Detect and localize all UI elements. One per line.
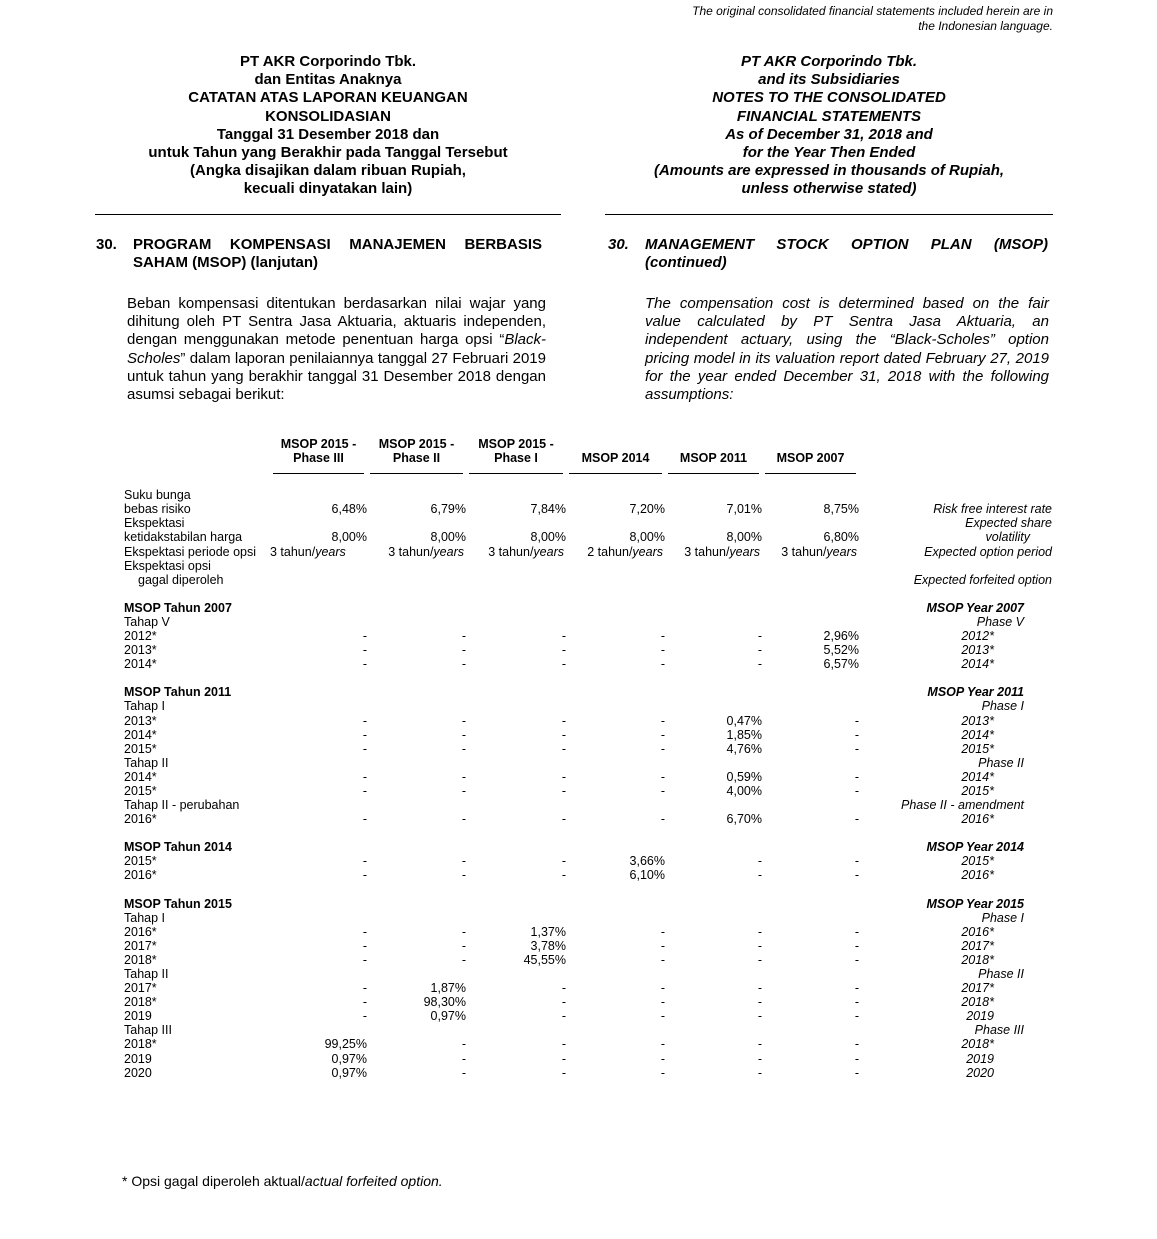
table-row: bebas risiko 6,48% 6,79% 7,84% 7,20% 7,01% 8,75% Risk free interest rate [124, 502, 1052, 517]
paragraph-indonesian [127, 295, 546, 404]
section-title-text: PROGRAM KOMPENSASI MANAJEMEN BERBASIS SAHAM (MSOP) (lanjutan) [133, 236, 542, 271]
header-line: (Amounts are expressed in thousands of Rupiah, [653, 162, 1005, 180]
table-row: Ekspektasi opsi [124, 558, 211, 573]
translation-note-line: the Indonesian language. [918, 19, 1053, 33]
column-header: MSOP 2007 [762, 437, 859, 474]
table-row: 2014* - - - - 0,59% - 2014* [124, 769, 994, 784]
table-row: 2015* - - - - 4,76% - 2015* [124, 741, 994, 756]
para-text: Beban kompensasi ditentukan berdasarkan nilai wajar yang dihitung oleh PT Sentra Jasa Aktuaria, aktuaris independen, dengan menggunakan metode penentuan harga opsi “ [127, 295, 546, 349]
column-header: MSOP 2015 - Phase III [270, 437, 367, 474]
table-row: 2017* - 1,87% - - - - 2017* [124, 981, 994, 996]
header-line: and its Subsidiaries [758, 71, 900, 89]
table-header-row [124, 437, 1052, 474]
table-row: Tahap II Phase II [124, 755, 1024, 770]
section-number: 30. [608, 236, 629, 253]
header-line: FINANCIAL STATEMENTS [736, 107, 922, 125]
table-row: Tahap II - perubahan Phase II - amendment [124, 798, 1024, 813]
header-line: Tanggal 31 Desember 2018 dan [216, 125, 440, 143]
section-title-text: MANAGEMENT STOCK OPTION PLAN (MSOP) (continued) [645, 236, 1048, 271]
column-header: MSOP 2011 [665, 437, 762, 474]
table-row: 2014* - - - - 1,85% - 2014* [124, 727, 994, 742]
table-row: 2016* - - - - 6,70% - 2016* [124, 812, 994, 827]
table-row: Tahap III Phase III [124, 1023, 1024, 1038]
header-line: As of December 31, 2018 and [725, 125, 933, 143]
header-line: NOTES TO THE CONSOLIDATED [712, 89, 946, 107]
table-row: 2018* - - 45,55% - - - 2018* [124, 952, 994, 967]
table-row: ketidakstabilan harga 8,00% 8,00% 8,00% 8,00% 8,00% 6,80% volatility [124, 530, 1030, 545]
header-english [606, 53, 1052, 199]
table-row: Tahap I Phase I [124, 699, 1024, 714]
footnote: * Opsi gagal diperoleh aktual/actual forfeited option. [122, 1173, 443, 1189]
translation-note [533, 4, 1053, 34]
table-row: Suku bunga [124, 488, 191, 503]
header-line: unless otherwise stated) [741, 180, 917, 198]
table-row: MSOP Tahun 2011 MSOP Year 2011 [124, 685, 1024, 700]
table-row: 2017* - - 3,78% - - - 2017* [124, 938, 994, 953]
header-line: (Angka disajikan dalam ribuan Rupiah, [190, 162, 466, 180]
table-row: Tahap V Phase V [124, 614, 1024, 629]
divider [605, 214, 1053, 215]
para-text: ” dalam laporan penilaiannya tanggal 27 Februari 2019 untuk tahun yang berakhir tanggal 31 Desember 2018 dengan asumsi sebagai berikut: [127, 349, 546, 404]
header-line: dan Entitas Anaknya [254, 71, 402, 89]
table-row: 2016* - - 1,37% - - - 2016* [124, 924, 994, 939]
table-row: MSOP Tahun 2007 MSOP Year 2007 [124, 600, 1024, 615]
header-line: PT AKR Corporindo Tbk. [239, 53, 417, 70]
section-number: 30. [96, 236, 117, 253]
column-header: MSOP 2015 - Phase II [367, 437, 466, 474]
table-row: 2019 - 0,97% - - - - 2019 [124, 1009, 994, 1024]
header-indonesian [96, 53, 560, 199]
header-line: PT AKR Corporindo Tbk. [740, 53, 918, 70]
paragraph-english: The compensation cost is determined based on the fair value calculated by PT Sentra Jasa Aktuaria, an independent actuary, using the “Black-Scholes” option pricing model in its valuation report dated February 27, 2019 for the year ended December 31, 2018 with the following assumptions: [645, 295, 1049, 404]
table-row: 2013* - - - - - 5,52% 2013* [124, 643, 994, 658]
header-line: kecuali dinyatakan lain) [243, 180, 413, 198]
para-italic: Black-Scholes [127, 331, 546, 367]
section-title-english [608, 236, 1048, 272]
table-row: Ekspektasi Expected share [124, 516, 1052, 531]
table-row: 2015* - - - - 4,00% - 2015* [124, 783, 994, 798]
section-title-indonesian [96, 236, 542, 272]
table-row: 2012* - - - - - 2,96% 2012* [124, 629, 994, 644]
table-row: gagal diperoleh Expected forfeited option [138, 572, 1052, 587]
header-line: untuk Tahun yang Berakhir pada Tanggal Tersebut [148, 144, 508, 162]
table-row: 2015* - - - 3,66% - - 2015* [124, 854, 994, 869]
table-row: 2020 0,97% - - - - - 2020 [124, 1065, 994, 1080]
table-row: Tahap II Phase II [124, 967, 1024, 981]
translation-note-line: The original consolidated financial statements included herein are in [692, 4, 1053, 18]
table-row: MSOP Tahun 2014 MSOP Year 2014 [124, 840, 1024, 855]
column-header: MSOP 2015 - Phase I [466, 437, 566, 474]
column-header: MSOP 2014 [566, 437, 665, 474]
table-row: 2018* 99,25% - - - - - 2018* [124, 1037, 994, 1052]
table-row: 2019 0,97% - - - - - 2019 [124, 1051, 994, 1066]
table-row: 2018* - 98,30% - - - - 2018* [124, 995, 994, 1010]
header-line: for the Year Then Ended [742, 144, 916, 162]
header-line: KONSOLIDASIAN [265, 107, 391, 125]
assumptions-table [124, 437, 1052, 1080]
divider [95, 214, 561, 215]
header-line: CATATAN ATAS LAPORAN KEUANGAN [188, 89, 468, 107]
table-row: Ekspektasi periode opsi 3 tahun/years 3 tahun/years 3 tahun/years 2 tahun/years 3 tahun/years 3 tahun/years Expected option period [124, 544, 1052, 559]
table-row: Tahap I Phase I [124, 910, 1024, 925]
table-row: MSOP Tahun 2015 MSOP Year 2015 [124, 896, 1024, 911]
table-row: 2016* - - - 6,10% - - 2016* [124, 868, 994, 883]
table-row: 2014* - - - - - 6,57% 2014* [124, 657, 994, 672]
table-row: 2013* - - - - 0,47% - 2013* [124, 713, 994, 728]
